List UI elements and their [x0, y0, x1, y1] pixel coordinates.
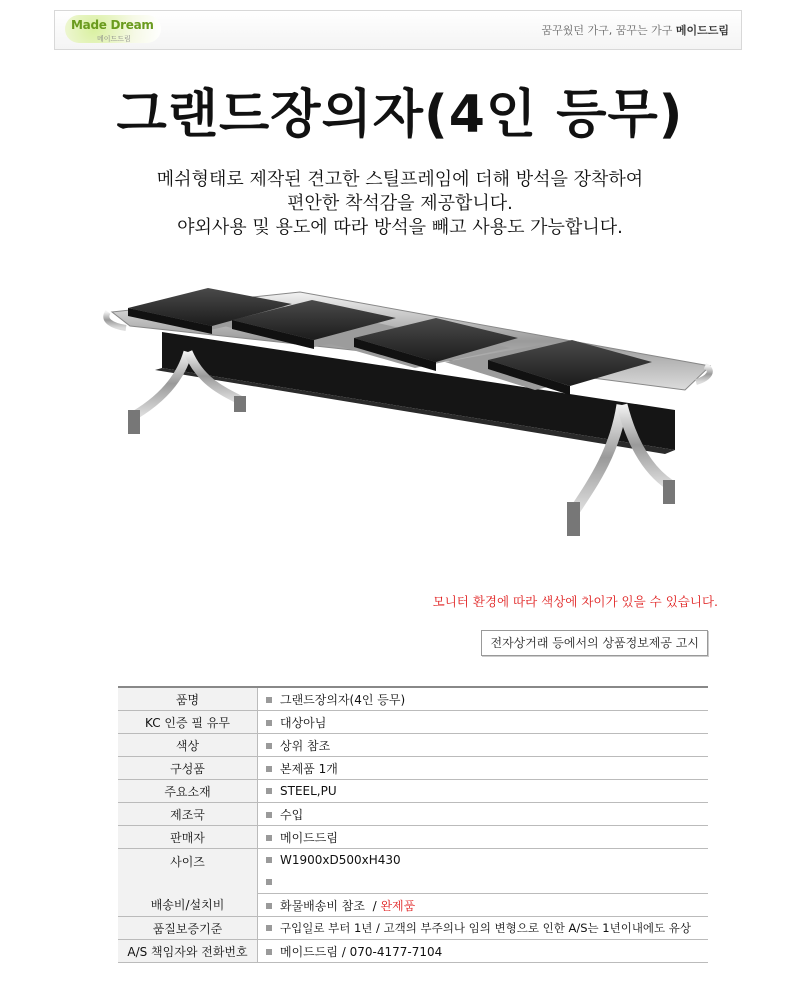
table-row [118, 803, 708, 826]
table-row [118, 711, 708, 734]
row-label: 사이즈 [118, 849, 258, 894]
bullet-icon [266, 925, 272, 931]
row-value [258, 917, 709, 940]
value-text: 대상아님 [280, 715, 327, 730]
table-row [118, 940, 708, 963]
row-label: KC 인증 필 유무 [118, 711, 258, 734]
value-text: 메이드드림 [280, 830, 338, 845]
product-info-notice-button[interactable]: 전자상거래 등에서의 상품정보제공 고시 [481, 630, 708, 656]
value-text: 화물배송비 참조 / [280, 898, 381, 913]
row-label: 주요소재 [118, 780, 258, 803]
top-bar [54, 10, 742, 50]
product-title: 그랜드장의자(4인 등무) [116, 85, 684, 145]
bullet-icon [266, 903, 272, 909]
slogan [541, 22, 729, 38]
description-line: 편안한 착석감을 제공합니다. [287, 193, 513, 214]
description-line: 야외사용 및 용도에 따라 방석을 빼고 사용도 가능합니다. [177, 217, 623, 238]
product-description [0, 168, 800, 240]
description-line: 메쉬형태로 제작된 견고한 스틸프레임에 더해 방석을 장착하여 [156, 169, 644, 190]
bullet-icon [266, 766, 272, 772]
brand-logo[interactable] [65, 15, 165, 45]
row-label: A/S 책임자와 전화번호 [118, 940, 258, 963]
row-label: 판매자 [118, 826, 258, 849]
product-info-table [118, 686, 708, 963]
table-row [118, 849, 708, 872]
row-value [258, 687, 709, 711]
value-text: 수입 [280, 807, 304, 822]
row-value [258, 894, 709, 917]
bullet-icon [266, 879, 272, 885]
bullet-icon [266, 835, 272, 841]
table-row [118, 894, 708, 917]
value-text: W1900xD500xH430 [280, 853, 401, 867]
table-row [118, 687, 708, 711]
row-value [258, 780, 709, 803]
row-value [258, 711, 709, 734]
row-value [258, 734, 709, 757]
value-text: 본제품 1개 [280, 761, 338, 776]
value-text: STEEL,PU [280, 784, 337, 798]
row-value [258, 826, 709, 849]
table-row [118, 734, 708, 757]
bullet-icon [266, 697, 272, 703]
value-text: 구입일로 부터 1년 / 고객의 부주의나 임의 변형으로 인한 A/S는 1년이내에도 유상 [280, 921, 692, 935]
row-label: 품명 [118, 687, 258, 711]
row-value [258, 940, 709, 963]
row-value-empty [258, 871, 709, 894]
row-value [258, 803, 709, 826]
value-text: 그랜드장의자(4인 등무) [280, 692, 406, 707]
value-highlight: 완제품 [380, 898, 416, 913]
slogan-brand: 메이드드림 [675, 24, 729, 37]
logo-subtext: 메이드드림 [97, 35, 131, 43]
row-label: 제조국 [118, 803, 258, 826]
row-value [258, 849, 709, 872]
row-value [258, 757, 709, 780]
row-label: 배송비/설치비 [118, 894, 258, 917]
bullet-icon [266, 788, 272, 794]
table-row [118, 917, 708, 940]
value-text: 메이드드림 / 070-4177-7104 [280, 944, 443, 959]
product-image [100, 270, 740, 560]
bullet-icon [266, 812, 272, 818]
bullet-icon [266, 720, 272, 726]
bullet-icon [266, 949, 272, 955]
bullet-icon [266, 857, 272, 863]
bullet-icon [266, 743, 272, 749]
slogan-text: 꿈꾸웠던 가구, 꿈꾸는 가구 [541, 24, 673, 37]
table-row [118, 757, 708, 780]
row-label: 구성품 [118, 757, 258, 780]
table-row [118, 780, 708, 803]
value-text: 상위 참조 [280, 738, 331, 753]
color-notice: 모니터 환경에 따라 색상에 차이가 있을 수 있습니다. [432, 594, 718, 609]
row-label: 색상 [118, 734, 258, 757]
table-row [118, 826, 708, 849]
row-label: 품질보증기준 [118, 917, 258, 940]
logo-text: Made Dream [71, 18, 154, 32]
